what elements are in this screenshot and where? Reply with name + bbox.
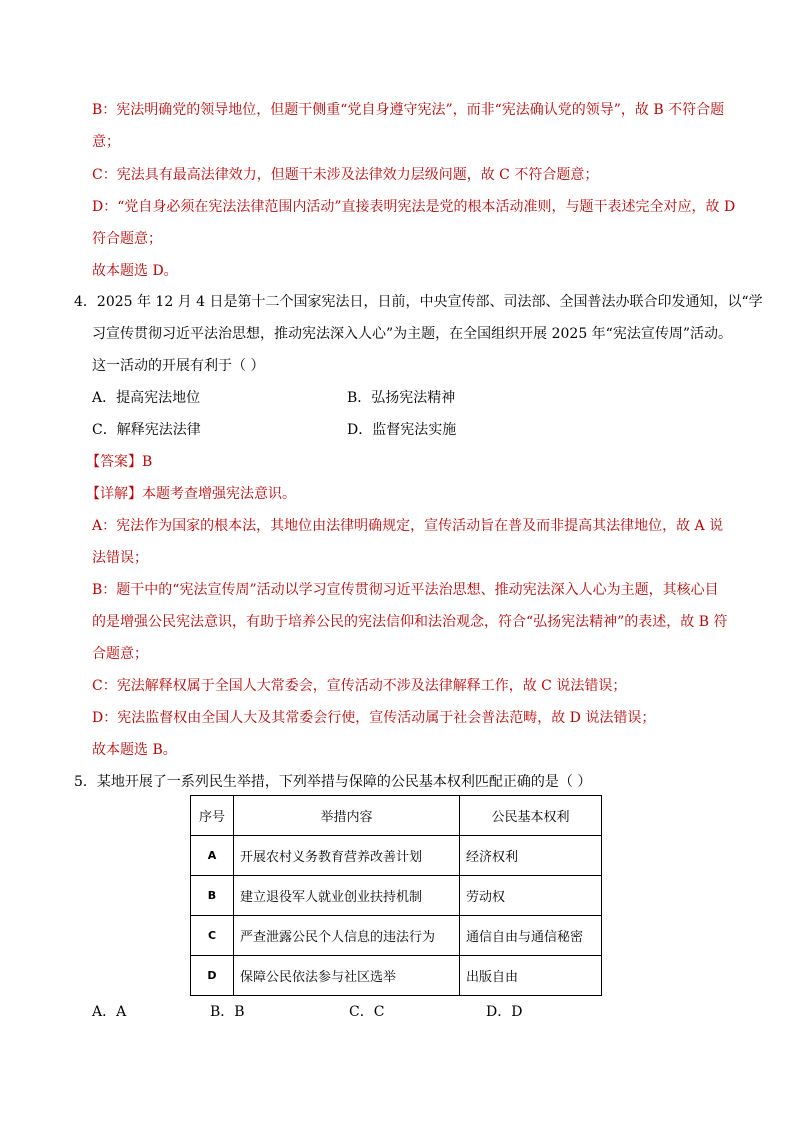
q3-analysis-d-line2: 符合题意；	[92, 231, 162, 247]
q4-stem-line1: 4．2025 年 12 月 4 日是第十二个国家宪法日，日前，中央宣传部、司法部、全国普法办联合印发通知，以“学	[74, 294, 763, 310]
q5-header-index: 序号	[191, 796, 234, 836]
q5-option-c: C．C	[349, 1004, 385, 1020]
q5-row-right: 经济权利	[460, 836, 602, 876]
q4-detail-heading: 【详解】本题考查增强宪法意识。	[86, 486, 296, 502]
q5-table	[190, 795, 602, 996]
q5-header-measure: 举措内容	[234, 796, 460, 836]
q4-analysis-b-line2: 的是增强公民宪法意识，有助于培养公民的宪法信仰和法治观念，符合“弘扬宪法精神”的表述，故 B 符	[92, 614, 728, 630]
q5-table-header-row	[191, 796, 602, 836]
q4-analysis-a-line2: 法错误；	[92, 550, 148, 566]
q3-analysis-c-line: C：宪法具有最高法律效力，但题干未涉及法律效力层级问题，故 C 不符合题意；	[92, 167, 599, 183]
q4-option-b: B．弘扬宪法精神	[347, 390, 456, 406]
q5-row-right: 出版自由	[460, 956, 602, 996]
q5-row-measure: 严查泄露公民个人信息的违法行为	[234, 916, 460, 956]
q5-row-index: C	[191, 916, 234, 956]
q5-row-measure: 开展农村义务教育营养改善计划	[234, 836, 460, 876]
q4-stem-line3: 这一活动的开展有利于（ ）	[92, 358, 265, 374]
q4-analysis-d-line: D：宪法监督权由全国人大及其常委会行使，宣传活动属于社会普法范畴，故 D 说法错误；	[92, 710, 656, 726]
table-row	[191, 956, 602, 996]
q4-analysis-b-line1: B：题干中的“宪法宣传周”活动以学习宣传贯彻习近平法治思想、推动宪法深入人心为主题，其核心目	[92, 582, 719, 598]
q5-row-right: 通信自由与通信秘密	[460, 916, 602, 956]
table-row	[191, 836, 602, 876]
q5-row-index: A	[191, 836, 234, 876]
q4-option-a: A．提高宪法地位	[92, 390, 201, 406]
q3-analysis-b-line2: 意；	[92, 134, 120, 150]
q5-row-right: 劳动权	[460, 876, 602, 916]
q4-stem-line2: 习宣传贯彻习近平法治思想，推动宪法深入人心”为主题，在全国组织开展 2025 年“宪法宣传周”活动。	[92, 326, 732, 342]
q4-analysis-a-line1: A：宪法作为国家的根本法，其地位由法律明确规定，宣传活动旨在普及而非提高其法律地位，故 A 说	[92, 518, 724, 534]
q3-analysis-b-line1: B：宪法明确党的领导地位，但题干侧重“党自身遵守宪法”，而非“宪法确认党的领导”，故 B 不符合题	[92, 102, 725, 118]
q5-row-index: B	[191, 876, 234, 916]
q4-option-c: C．解释宪法法律	[92, 422, 201, 438]
q5-option-a: A．A	[92, 1004, 127, 1020]
q4-analysis-c-line: C：宪法解释权属于全国人大常委会，宣传活动不涉及法律解释工作，故 C 说法错误；	[92, 678, 627, 694]
q5-header-right: 公民基本权利	[460, 796, 602, 836]
q4-option-d: D．监督宪法实施	[347, 422, 457, 438]
q4-analysis-b-line3: 合题意；	[92, 646, 148, 662]
table-row	[191, 916, 602, 956]
q5-option-d: D．D	[486, 1004, 523, 1020]
q5-row-index: D	[191, 956, 234, 996]
q5-row-measure: 保障公民依法参与社区选举	[234, 956, 460, 996]
q5-stem: 5．某地开展了一系列民生举措，下列举措与保障的公民基本权利匹配正确的是（ ）	[74, 774, 592, 790]
q5-row-measure: 建立退役军人就业创业扶持机制	[234, 876, 460, 916]
q3-conclusion: 故本题选 D。	[92, 263, 178, 279]
q5-option-b: B．B	[210, 1004, 245, 1020]
q3-analysis-d-line1: D：“党自身必须在宪法法律范围内活动”直接表明宪法是党的根本活动准则，与题干表述完全对应，故 D	[92, 199, 736, 215]
table-row	[191, 876, 602, 916]
q4-conclusion: 故本题选 B。	[92, 742, 177, 758]
q4-answer: 【答案】B	[86, 454, 153, 470]
